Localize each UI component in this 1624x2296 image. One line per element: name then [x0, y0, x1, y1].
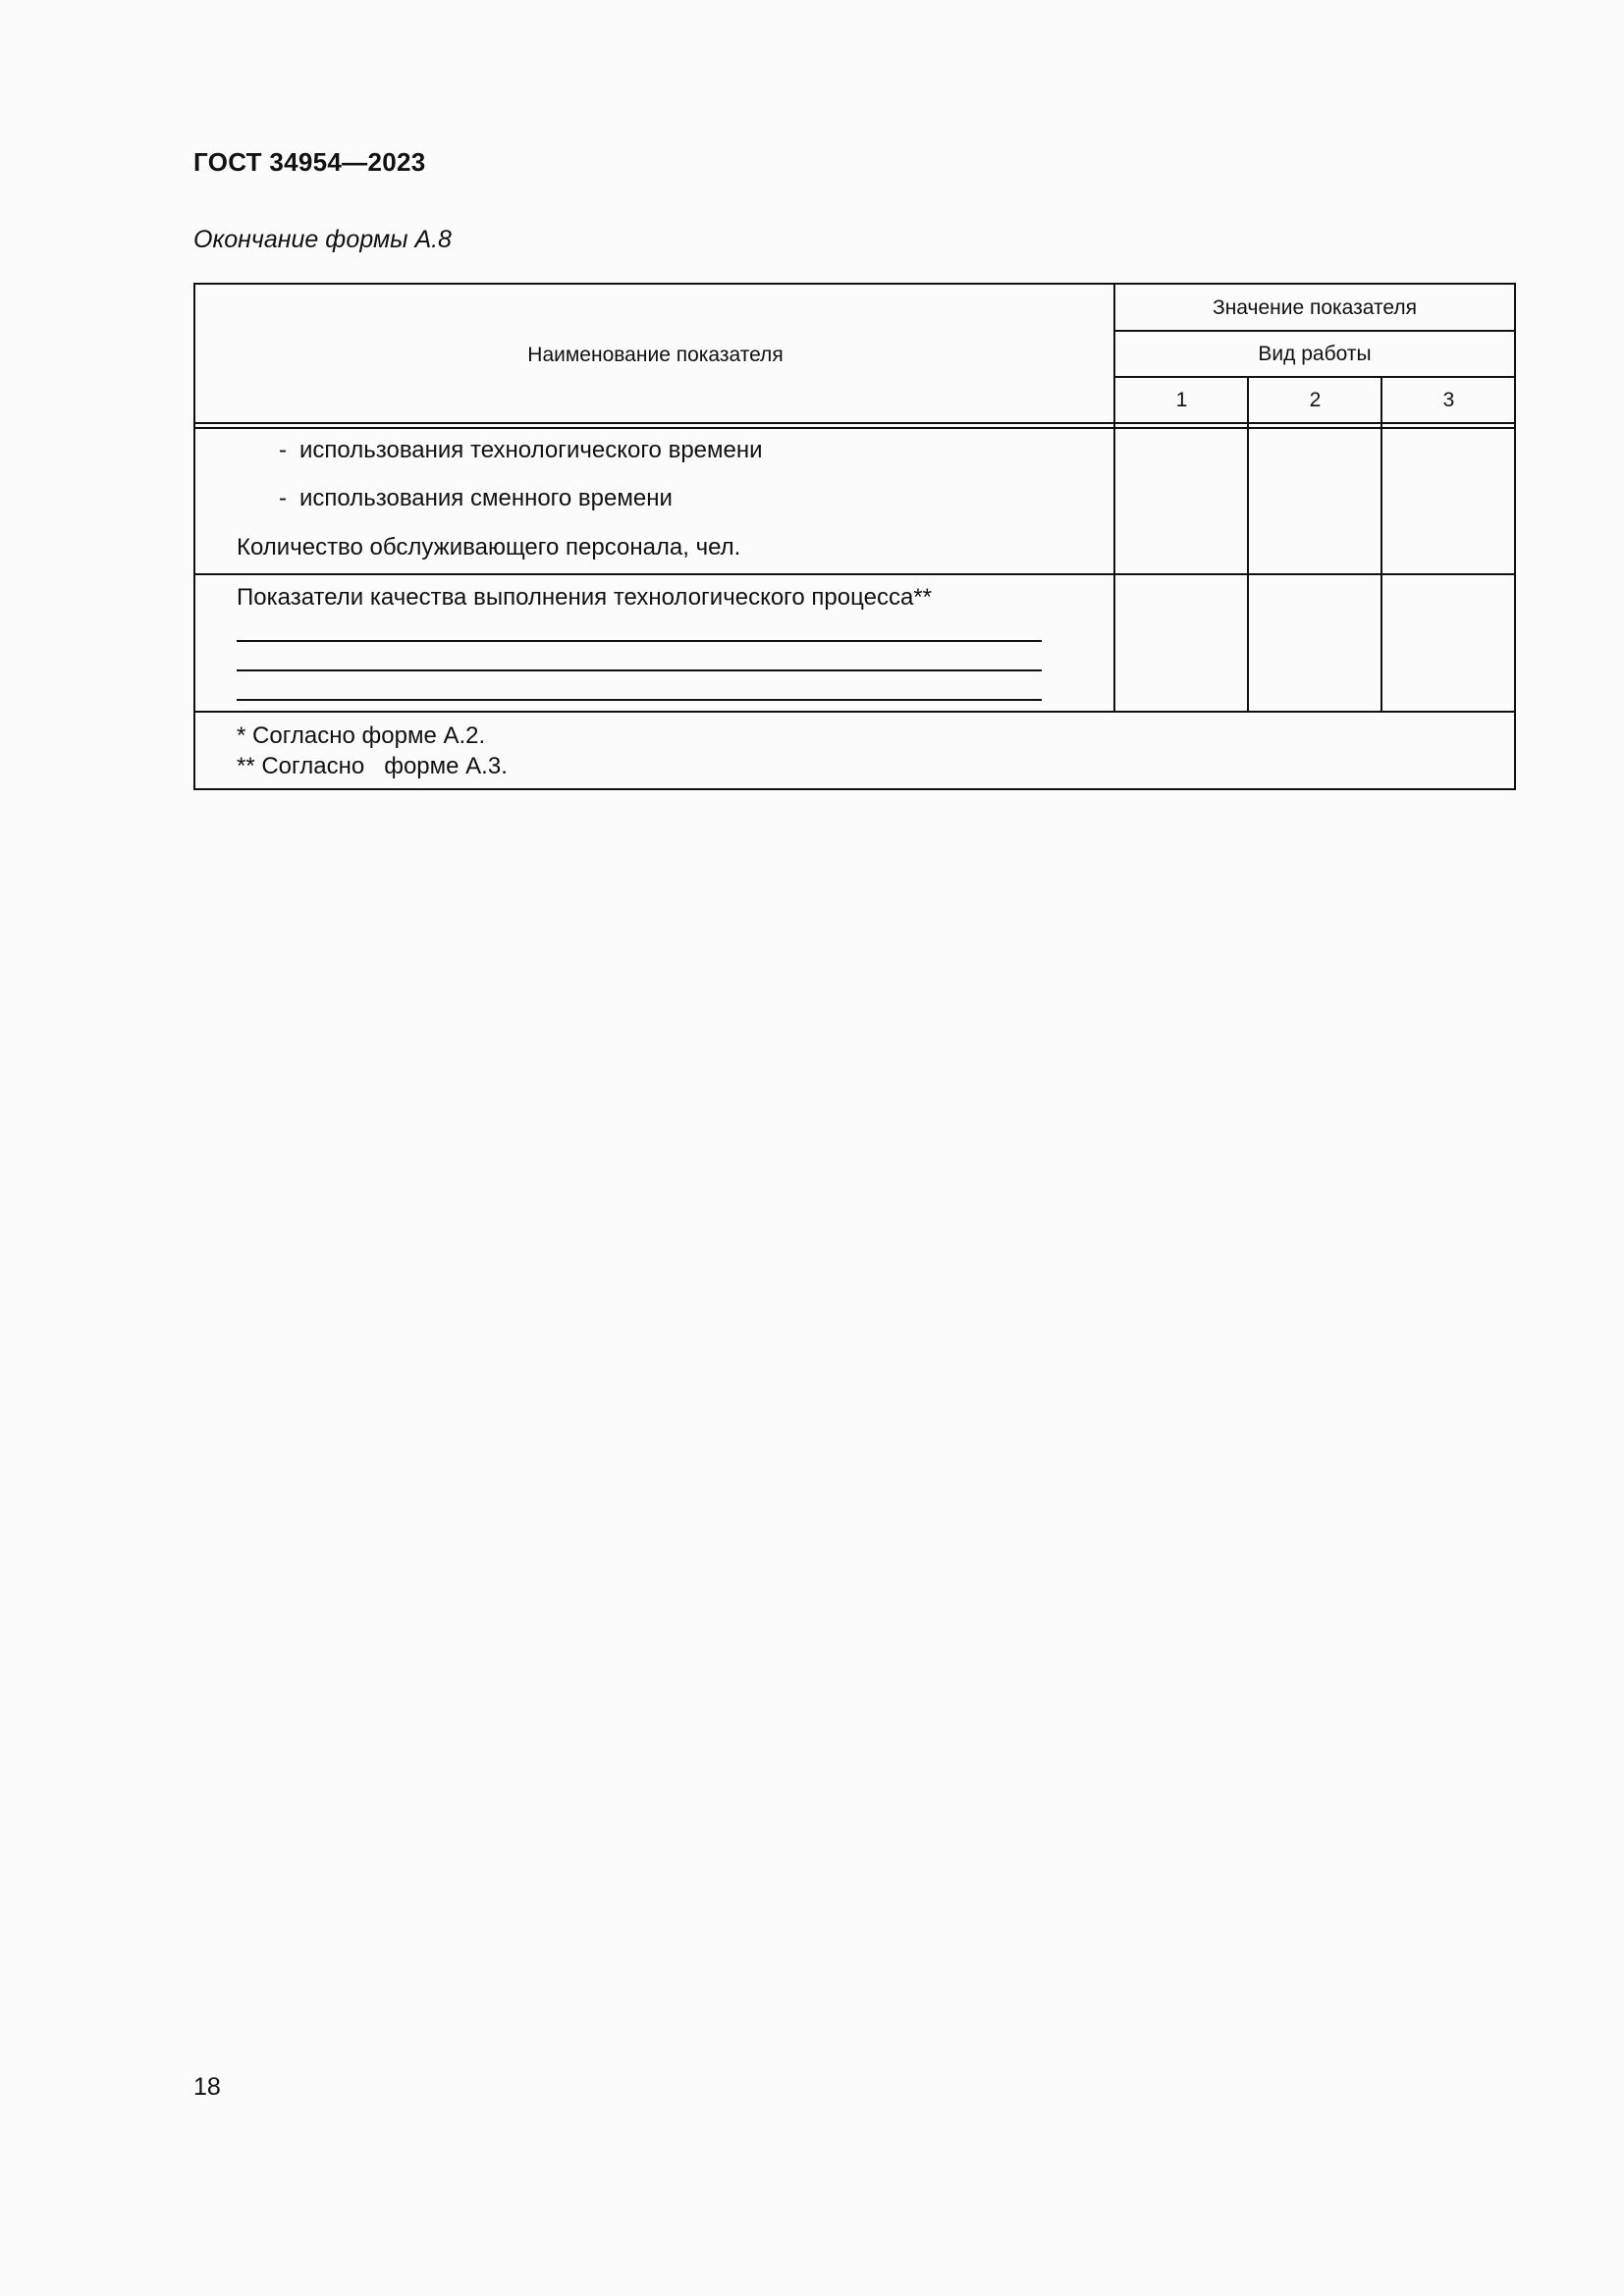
- footnote-2: ** Согласно форме А.3.: [237, 753, 508, 779]
- row-staff-count: Количество обслуживающего персонала, чел.: [237, 534, 741, 561]
- divider: [195, 573, 1514, 575]
- work-type-column-3: 3: [1442, 388, 1455, 411]
- row-shift-time-usage: использования сменного времени: [299, 485, 673, 511]
- blank-entry-line: [237, 699, 1042, 701]
- bullet-dash: -: [279, 437, 287, 463]
- column-header-work-type: Вид работы: [1258, 343, 1372, 365]
- blank-entry-line: [237, 669, 1042, 671]
- column-header-indicator-value: Значение показателя: [1213, 295, 1417, 319]
- indicator-form-table: [193, 283, 1516, 790]
- form-caption: Окончание формы А.8: [193, 226, 452, 253]
- row-quality-indicators: Показатели качества выполнения технологического процесса**: [237, 584, 932, 611]
- divider: [195, 422, 1514, 424]
- row-tech-time-usage: использования технологического времени: [299, 437, 763, 463]
- divider: [195, 711, 1514, 713]
- work-type-column-2: 2: [1309, 388, 1322, 411]
- bullet-dash: -: [279, 485, 287, 511]
- work-type-column-1: 1: [1175, 388, 1188, 411]
- divider: [195, 427, 1514, 429]
- page-number: 18: [193, 2073, 221, 2101]
- column-header-indicator-name: Наименование показателя: [527, 344, 784, 366]
- document-code: ГОСТ 34954—2023: [193, 147, 426, 177]
- blank-entry-line: [237, 640, 1042, 642]
- footnote-1: * Согласно форме А.2.: [237, 722, 486, 749]
